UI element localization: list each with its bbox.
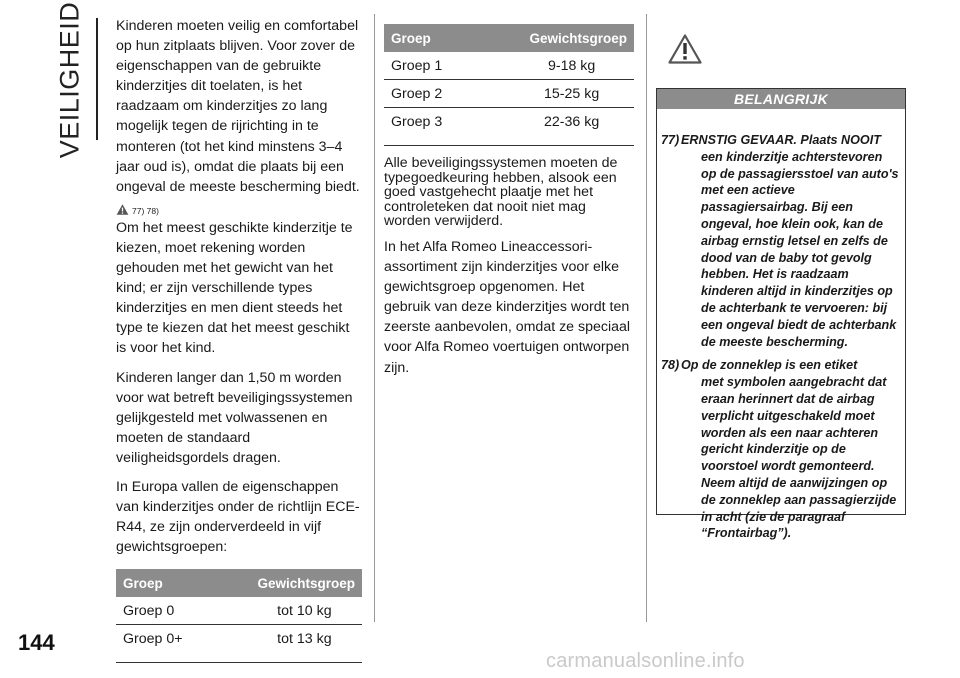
column-1 [116,16,362,663]
warning-item-number: 77) [661,133,680,147]
warning-box [656,88,906,541]
warning-list [657,109,905,542]
warning-item [661,132,899,350]
warning-item-text [681,357,899,542]
table-row [116,597,362,625]
warning-item-first-line: Op de zonneklep is een etiket [681,358,858,373]
warning-triangle-small-icon [116,203,129,216]
table-cell-weight: 22-36 kg [544,113,600,130]
table-cell-weight: tot 13 kg [277,630,332,647]
warning-item-rest: een kinderzitje achterstevoren op de passagiersstoel van auto's met een actieve passagiersairbag. Bij een ongeval, hoe klein ook, kan de airbag ernstig letsel en zelfs de dood van de baby tot gevolg hebben. Het is raadzaam kinderen altijd in kinderzitjes op de achterbank te vervoeren: bij een ongeval biedt de achterbank de meeste bescherming. [701,149,899,349]
section-tab-label: VEILIGHEID [54,1,85,159]
table-header-group: Groep [384,24,476,52]
table-bottom-rule [116,652,362,663]
section-tab [40,1,102,159]
paragraph-approval: Alle beveiligingssystemen moeten de typegoedkeuring hebben, alsook een goed vastgehecht plaatje met het controleteken dat nooit niet mag worden verwijderd. [384,155,618,230]
warning-item-text [681,132,899,350]
table-row [384,52,634,80]
warning-item-first-line: ERNSTIG GEVAAR. Plaats NOOIT [681,133,881,147]
section-tab-bar [96,18,98,140]
weight-group-table-1 [116,569,362,652]
table-header-group: Groep [116,569,214,597]
paragraph-intro: Kinderen moeten veilig en comfortabel op hun zitplaats blijven. Voor zover de eigenschappen van de gebruikte kinderzitjes dit toelaten, is het raadzaam om kinderzitjes zo lang mogelijk tegen de rijrichting in te monteren (tot het kind minstens 3–4 jaar oud is), omdat die plaats bij een ongeval de meeste bescherming biedt. [116,18,360,195]
column-divider-2 [646,14,647,622]
warning-references [116,200,362,216]
paragraph-height: Kinderen langer dan 1,50 m worden voor wat betreft beveiligingssystemen gelijkgesteld met volwassenen en moeten de standaard veiligheidsgordels dragen. [116,369,353,466]
column-2 [384,24,634,387]
table-header-weight: Gewichtsgroep [476,24,634,52]
table-cell-group: Groep 2 [384,80,476,108]
table-cell-weight: 15-25 kg [476,80,634,108]
table-cell-weight: tot 10 kg [214,597,362,625]
watermark: carmanualsonline.info [546,650,745,672]
column-divider-1 [374,14,375,622]
weight-group-table-2 [384,24,634,135]
paragraph-europe: In Europa vallen de eigenschappen van kinderzitjes onder de richtlijn ECE-R44, ze zijn onderverdeeld in vijf gewichtsgroepen: [116,478,360,556]
table-row [384,108,634,136]
warning-triangle-icon [668,34,702,64]
table-cell-weight: 9-18 kg [476,52,634,80]
table-row [116,625,362,653]
table-cell-group: Groep 0 [116,597,214,625]
paragraph-lineaccessori: In het Alfa Romeo Lineaccessori-assortiment zijn kinderzitjes voor elke gewichtsgroep opgenomen. Het gebruik van deze kinderzitjes wordt ten zeerste aanbevolen, omdat ze speciaal voor Alfa Romeo voertuigen ontworpen zijn. [384,238,631,376]
warning-header: BELANGRIJK [657,89,905,109]
table-cell-group: Groep 0+ [123,630,183,647]
paragraph-choice: Om het meest geschikte kinderzitje te kiezen, moet rekening worden gehouden met het gewicht van het kind; er zijn verschillende types kinderzitjes en men dient steeds het type te kiezen dat het meest geschikt is voor het kind. [116,219,353,357]
warning-item [661,357,899,542]
table-cell-group: Groep 3 [391,113,443,130]
warning-item-number: 78) [661,358,680,373]
table-bottom-rule [384,135,634,146]
warning-item-rest: met symbolen aangebracht dat eraan herinnert dat de airbag verplicht uitgeschakeld moet worden als een naar achteren gericht kinderzitje op de voorstoel wordt gemonteerd. Neem altijd de aanwijzingen op de zonneklep aan passagierzijde in acht (zie de paragraaf “Frontairbag”). [701,375,897,541]
warning-reference-numbers: 77) 78) [132,205,159,216]
table-header-weight: Gewichtsgroep [214,569,362,597]
table-cell-group: Groep 1 [384,52,476,80]
page-number: 144 [18,630,55,655]
table-row [384,80,634,108]
